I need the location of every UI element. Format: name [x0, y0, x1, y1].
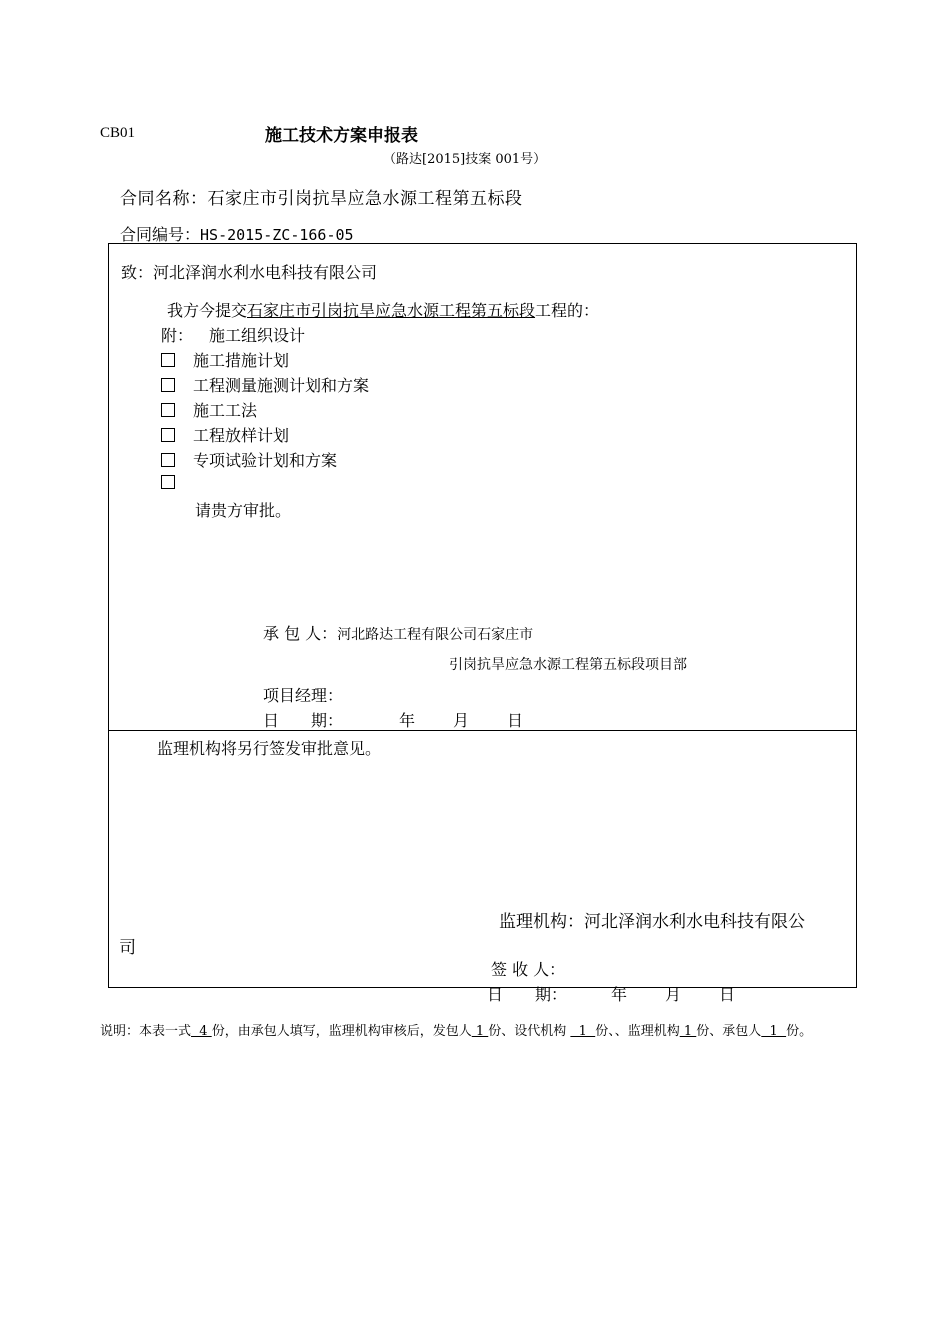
date-day: 日 [507, 711, 524, 730]
contract-name-value: 石家庄市引岗抗旱应急水源工程第五标段 [207, 189, 523, 209]
supervision-org-label: 监理机构： [499, 912, 584, 932]
checkbox-item-label: 专项试验计划和方案 [193, 451, 338, 470]
footnote-count-total: 4 [191, 1024, 212, 1039]
contractor-name-2: 引岗抗旱应急水源工程第五标段项目部 [449, 657, 687, 673]
form-table [108, 243, 857, 1004]
form-subtitle: （路达[2015]技案 001号） [383, 152, 547, 167]
submission-section [109, 244, 856, 731]
footnote-count-contractor: 1 [761, 1024, 787, 1039]
checkbox-item [161, 373, 369, 396]
checkbox-item [161, 423, 289, 446]
checkbox-item-label: 工程放样计划 [193, 426, 290, 445]
contractor-label: 承 包 人： [263, 624, 338, 643]
form-title: 施工技术方案申报表 [265, 126, 418, 146]
supervision-org [499, 907, 805, 932]
receiver-label: 签 收 人： [491, 960, 566, 979]
attachment-line [161, 323, 305, 346]
footnote [100, 1021, 860, 1043]
form-code: CB01 [100, 125, 136, 141]
checkbox-item-label: 工程测量施测计划和方案 [193, 376, 370, 395]
date-label: 日 期： [487, 985, 568, 1004]
supervision-date [487, 982, 735, 1005]
checkbox-item [161, 473, 193, 492]
checkbox[interactable] [161, 353, 175, 367]
date-month: 月 [453, 711, 470, 730]
supervision-org-name-wrap: 司 [119, 938, 136, 958]
contract-number-label: 合同编号： [120, 225, 201, 244]
submission-date [263, 708, 523, 731]
supervision-note: 监理机构将另行签发审批意见。 [157, 739, 382, 758]
contract-name [120, 184, 523, 209]
footnote-text: 份、承包人 [696, 1024, 762, 1039]
date-label: 日 期： [263, 711, 344, 730]
checkbox[interactable] [161, 403, 175, 417]
footnote-text: 份、、监理机构 [595, 1024, 680, 1039]
footnote-text: 份、设代机构 [488, 1024, 571, 1039]
footnote-text: 说明：本表一式 [100, 1024, 192, 1039]
checkbox-item [161, 448, 337, 471]
checkbox-item-label: 施工措施计划 [193, 351, 290, 370]
checkbox[interactable] [161, 378, 175, 392]
attachment-label: 附： [161, 326, 194, 345]
checkbox[interactable] [161, 428, 175, 442]
contract-name-label: 合同名称： [120, 189, 208, 209]
submission-intro [167, 298, 599, 321]
checkbox-item-label: 施工工法 [193, 401, 258, 420]
intro-project: 石家庄市引岗抗旱应急水源工程第五标段 [247, 301, 536, 320]
footnote-text: 份。 [786, 1024, 813, 1039]
checkbox[interactable] [161, 453, 175, 467]
approval-request: 请贵方审批。 [195, 501, 292, 520]
date-year: 年 [611, 985, 628, 1004]
contractor-line [263, 621, 533, 644]
supervision-org-name: 河北泽润水利水电科技有限公 [584, 912, 805, 932]
date-year: 年 [399, 711, 416, 730]
checkbox-item [161, 348, 289, 371]
date-day: 日 [719, 985, 736, 1004]
footnote-text: 份，由承包人填写，监理机构审核后，发包人 [211, 1024, 472, 1039]
intro-prefix: 我方今提交 [167, 301, 248, 320]
checkbox-item [161, 398, 257, 421]
contract-number [120, 222, 354, 245]
contractor-name-1: 河北路达工程有限公司石家庄市 [337, 627, 534, 643]
manager-label: 项目经理： [263, 686, 344, 705]
contract-number-value: HS-2015-ZC-166-05 [200, 226, 354, 244]
addressee: 致：河北泽润水利水电科技有限公司 [121, 263, 378, 282]
date-month: 月 [665, 985, 682, 1004]
attachment-first: 施工组织设计 [209, 326, 306, 345]
intro-suffix: 工程的： [535, 301, 600, 320]
footnote-count-supervisor: 1 [679, 1024, 697, 1039]
supervision-section [109, 731, 856, 1004]
footnote-count-owner: 1 [471, 1024, 489, 1039]
footnote-count-design: 1 [570, 1024, 596, 1039]
checkbox[interactable] [161, 475, 175, 489]
